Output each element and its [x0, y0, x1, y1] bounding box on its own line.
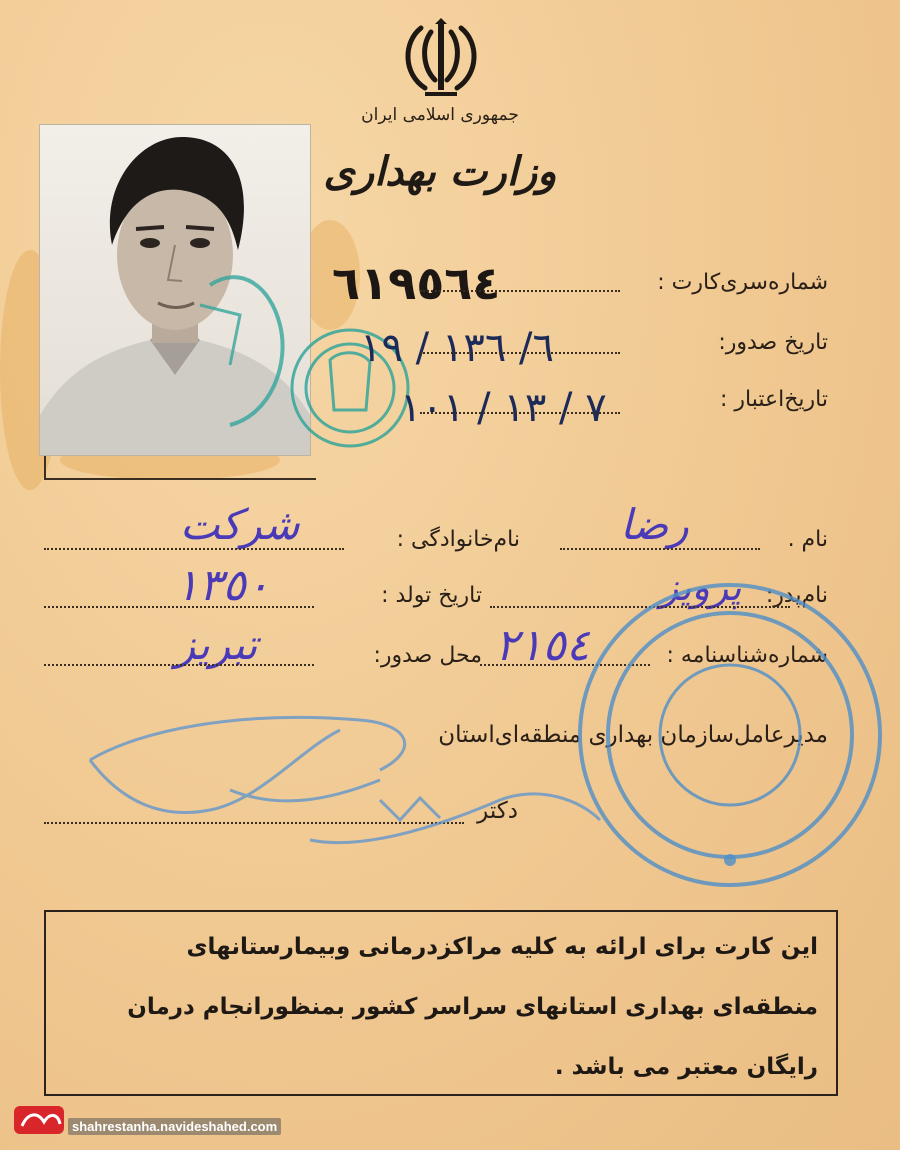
- notice-line-1: این کارت برای ارائه به کلیه مراکزدرمانی وبیمارستانهای: [186, 934, 818, 960]
- family-dotted-line: [44, 548, 344, 550]
- republic-title: جمهوری اسلامی ایران: [361, 105, 519, 125]
- issue-dotted-line: [420, 352, 620, 354]
- round-stamp: [565, 570, 895, 900]
- birth-date-label: تاریخ تولد :: [381, 583, 482, 608]
- issue-date-label: تاریخ صدور:: [718, 330, 828, 355]
- serial-dotted-line: [420, 290, 620, 292]
- place-dotted-line: [44, 664, 314, 666]
- expiry-date-label: تاریخ‌اعتبار :: [719, 387, 828, 412]
- doctor-label: دکتر: [477, 798, 518, 824]
- site-watermark: shahrestanha.navideshahed.com: [68, 1118, 281, 1135]
- ministry-title: وزارت بهداری: [323, 148, 557, 195]
- id-number-label: شماره‌شناسنامه :: [666, 643, 828, 668]
- notice-line-3: رایگان معتبر می باشد .: [554, 1054, 818, 1080]
- serial-number: ٦١٩٥٦٤: [332, 256, 501, 310]
- expiry-dotted-line: [420, 412, 620, 414]
- name-dotted-line: [560, 548, 760, 550]
- birth-dotted-line: [44, 606, 314, 608]
- serial-label: شماره‌سری‌کارت :: [657, 270, 828, 295]
- issue-date: ٦/ ١٣٦ / ١٩: [360, 325, 555, 371]
- notice-line-2: منطقه‌ای بهداری استانهای سراسر کشور بمنظورانجام درمان: [127, 994, 818, 1020]
- iran-emblem-icon: [395, 18, 487, 100]
- name-value: رضا: [620, 500, 689, 549]
- expiry-date: ٧ / ١٣ / ١٠١: [400, 385, 607, 431]
- issue-place-value: تبریز: [175, 620, 258, 669]
- family-name-label: نام‌خانوادگی :: [396, 527, 520, 552]
- family-name-value: شرکت: [180, 500, 300, 549]
- director-title: مدیرعامل‌سازمان بهداری منطقه‌ای‌استان: [438, 722, 828, 748]
- signature-scribble: [80, 690, 640, 880]
- notice-box: [44, 910, 838, 1096]
- navideshahed-logo-icon: [12, 1100, 68, 1138]
- father-name-value: پرویز: [660, 565, 742, 609]
- name-label: نام .: [787, 527, 828, 552]
- birth-date-value: ١٣٥٠: [175, 560, 270, 611]
- father-name-label: نام‌پدر:: [765, 583, 828, 608]
- issue-place-label: محل صدور:: [373, 643, 482, 668]
- id-number-value: ٢١٥٤: [495, 620, 590, 671]
